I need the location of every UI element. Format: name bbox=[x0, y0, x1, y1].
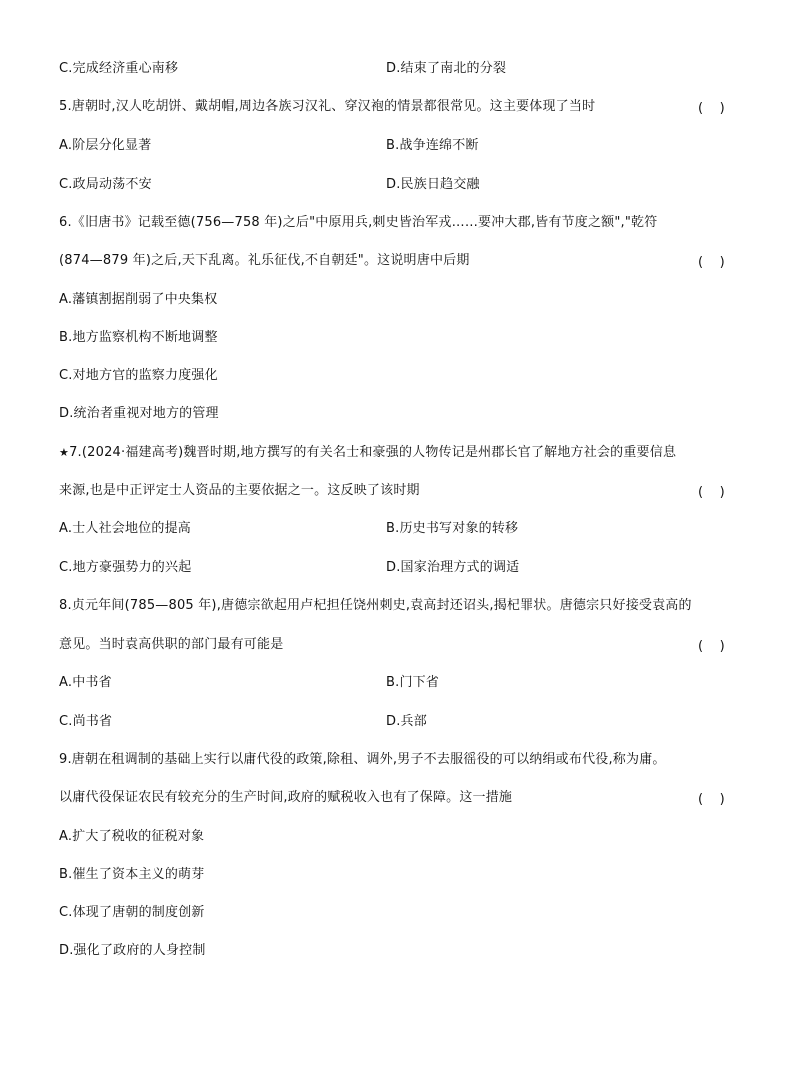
q7-answer-paren: ( ) bbox=[698, 485, 725, 500]
q7-stem-line2: 来源,也是中正评定士人资品的主要依据之一。这反映了该时期 bbox=[59, 483, 420, 498]
q8-stem-line2: 意见。当时袁高供职的部门最有可能是 bbox=[59, 637, 284, 652]
q9-option-a: A.扩大了税收的征税对象 bbox=[59, 829, 205, 844]
q7-stem-line1 bbox=[59, 444, 676, 462]
q7-option-c: C.地方豪强势力的兴起 bbox=[59, 560, 192, 575]
q7-option-b: B.历史书写对象的转移 bbox=[386, 521, 519, 536]
q5-stem: 5.唐朝时,汉人吃胡饼、戴胡帽,周边各族习汉礼、穿汉袍的情景都很常见。这主要体现了当时 bbox=[59, 99, 596, 114]
q9-option-d: D.强化了政府的人身控制 bbox=[59, 943, 206, 958]
q4-option-c: C.完成经济重心南移 bbox=[59, 61, 179, 76]
q7-option-d: D.国家治理方式的调适 bbox=[386, 560, 520, 575]
q5-option-b: B.战争连绵不断 bbox=[386, 138, 479, 153]
q8-option-a: A.中书省 bbox=[59, 675, 112, 690]
q6-answer-paren: ( ) bbox=[698, 255, 725, 270]
q9-stem-line2: 以庸代役保证农民有较充分的生产时间,政府的赋税收入也有了保障。这一措施 bbox=[59, 790, 513, 805]
q6-option-d: D.统治者重视对地方的管理 bbox=[59, 406, 219, 421]
star-icon: ★ bbox=[59, 446, 70, 459]
q7-option-a: A.士人社会地位的提高 bbox=[59, 521, 191, 536]
q8-answer-paren: ( ) bbox=[698, 639, 725, 654]
q8-option-d: D.兵部 bbox=[386, 714, 427, 729]
q5-option-a: A.阶层分化显著 bbox=[59, 138, 152, 153]
q6-option-b: B.地方监察机构不断地调整 bbox=[59, 330, 218, 345]
q8-option-b: B.门下省 bbox=[386, 675, 440, 690]
q9-answer-paren: ( ) bbox=[698, 792, 725, 807]
q6-stem-line2: (874—879 年)之后,天下乱离。礼乐征伐,不自朝廷"。这说明唐中后期 bbox=[59, 253, 470, 268]
q9-option-c: C.体现了唐朝的制度创新 bbox=[59, 905, 205, 920]
q6-stem-line1: 6.《旧唐书》记载至德(756—758 年)之后"中原用兵,刺史皆治军戎……要冲大郡,皆有节度之额","乾符 bbox=[59, 215, 658, 230]
q9-option-b: B.催生了资本主义的萌芽 bbox=[59, 867, 205, 882]
q8-stem-line1: 8.贞元年间(785—805 年),唐德宗欲起用卢杞担任饶州刺史,袁高封还诏头,揭杞罪状。唐德宗只好接受袁高的 bbox=[59, 598, 692, 613]
q5-answer-paren: ( ) bbox=[698, 101, 725, 116]
q4-option-d: D.结束了南北的分裂 bbox=[386, 61, 507, 76]
q5-option-d: D.民族日趋交融 bbox=[386, 177, 480, 192]
q7-stem-text: 7.(2024·福建高考)魏晋时期,地方撰写的有关名士和豪强的人物传记是州郡长官了解地方社会的重要信息 bbox=[69, 445, 677, 460]
q8-option-c: C.尚书省 bbox=[59, 714, 113, 729]
q6-option-a: A.藩镇割据削弱了中央集权 bbox=[59, 292, 218, 307]
q5-option-c: C.政局动荡不安 bbox=[59, 177, 152, 192]
q9-stem-line1: 9.唐朝在租调制的基础上实行以庸代役的政策,除租、调外,男子不去服徭役的可以纳绢或布代役,称为庸。 bbox=[59, 752, 666, 767]
q6-option-c: C.对地方官的监察力度强化 bbox=[59, 368, 218, 383]
